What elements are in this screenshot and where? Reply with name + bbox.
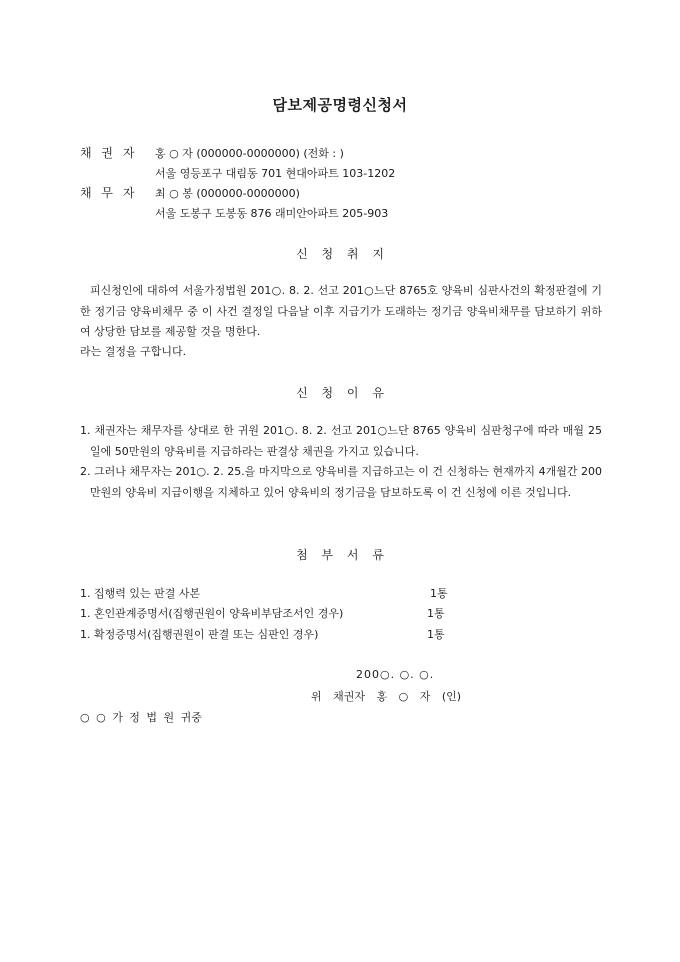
- court-addressee: ○ ○ 가 정 법 원 귀중: [80, 711, 202, 724]
- debtor-label: 채 무 자: [80, 186, 138, 200]
- purpose-closing: 라는 결정을 구합니다.: [80, 345, 187, 358]
- purpose-heading: 신 청 취 지: [296, 247, 384, 261]
- attachments-heading: 첨 부 서 류: [296, 548, 384, 562]
- attachment-qty-2: 1통: [427, 607, 445, 620]
- attachment-qty-1: 1통: [430, 587, 448, 600]
- reason-item-1: 1. 채권자는 채무자를 상대로 한 귀원 201○. 8. 2. 선고 201○느단 8765 양육비 심판청구에 따라 매월 25일에 50만원의 양육비를 지급하라는 판결상 채권을 가지고 있습니다.: [80, 424, 602, 458]
- purpose-text: 피신청인에 대하여 서울가정법원 201○. 8. 2. 선고 201○느단 8765호 양육비 심판사건의 확정판결에 기한 정기금 양육비채무 중 이 사건 결정일 다음날 이후 지급기가 도래하는 정기금 양육비채무를 담보하기 위하여 상당한 담보를 제공할 것을 명한다.: [80, 284, 602, 338]
- creditor-name-line: 홍 ○ 자 (000000-0000000) (전화 : ): [155, 147, 344, 160]
- attachment-item-2: 1. 혼인관계증명서(집행권원이 양육비부담조서인 경우): [80, 607, 344, 620]
- reason-item-2: 2. 그러나 채무자는 201○. 2. 25.을 마지막으로 양육비를 지급하고는 이 건 신청하는 현재까지 4개월간 200만원의 양육비 지급이행을 지체하고 있어 양육비의 정기금을 담보하도록 이 건 신청에 이른 것입니다.: [80, 465, 602, 499]
- document-title: 담보제공명령신청서: [272, 96, 408, 114]
- purpose-paragraph: [80, 281, 602, 343]
- application-date: 200○. ○. ○.: [356, 668, 435, 681]
- attachment-qty-3: 1통: [427, 628, 445, 641]
- reason-heading: 신 청 이 유: [296, 386, 384, 400]
- creditor-address: 서울 영등포구 대림동 701 현대아파트 103-1202: [155, 167, 396, 180]
- signer-line: 위 채권자 홍 ○ 자 (인): [311, 690, 462, 703]
- debtor-name-line: 최 ○ 봉 (000000-0000000): [155, 187, 300, 200]
- debtor-address: 서울 도봉구 도봉동 876 래미안아파트 205-903: [155, 207, 389, 220]
- creditor-label: 채 권 자: [80, 146, 138, 160]
- attachment-item-3: 1. 확정증명서(집행권원이 판결 또는 심판인 경우): [80, 628, 319, 641]
- attachment-item-1: 1. 집행력 있는 판결 사본: [80, 587, 201, 600]
